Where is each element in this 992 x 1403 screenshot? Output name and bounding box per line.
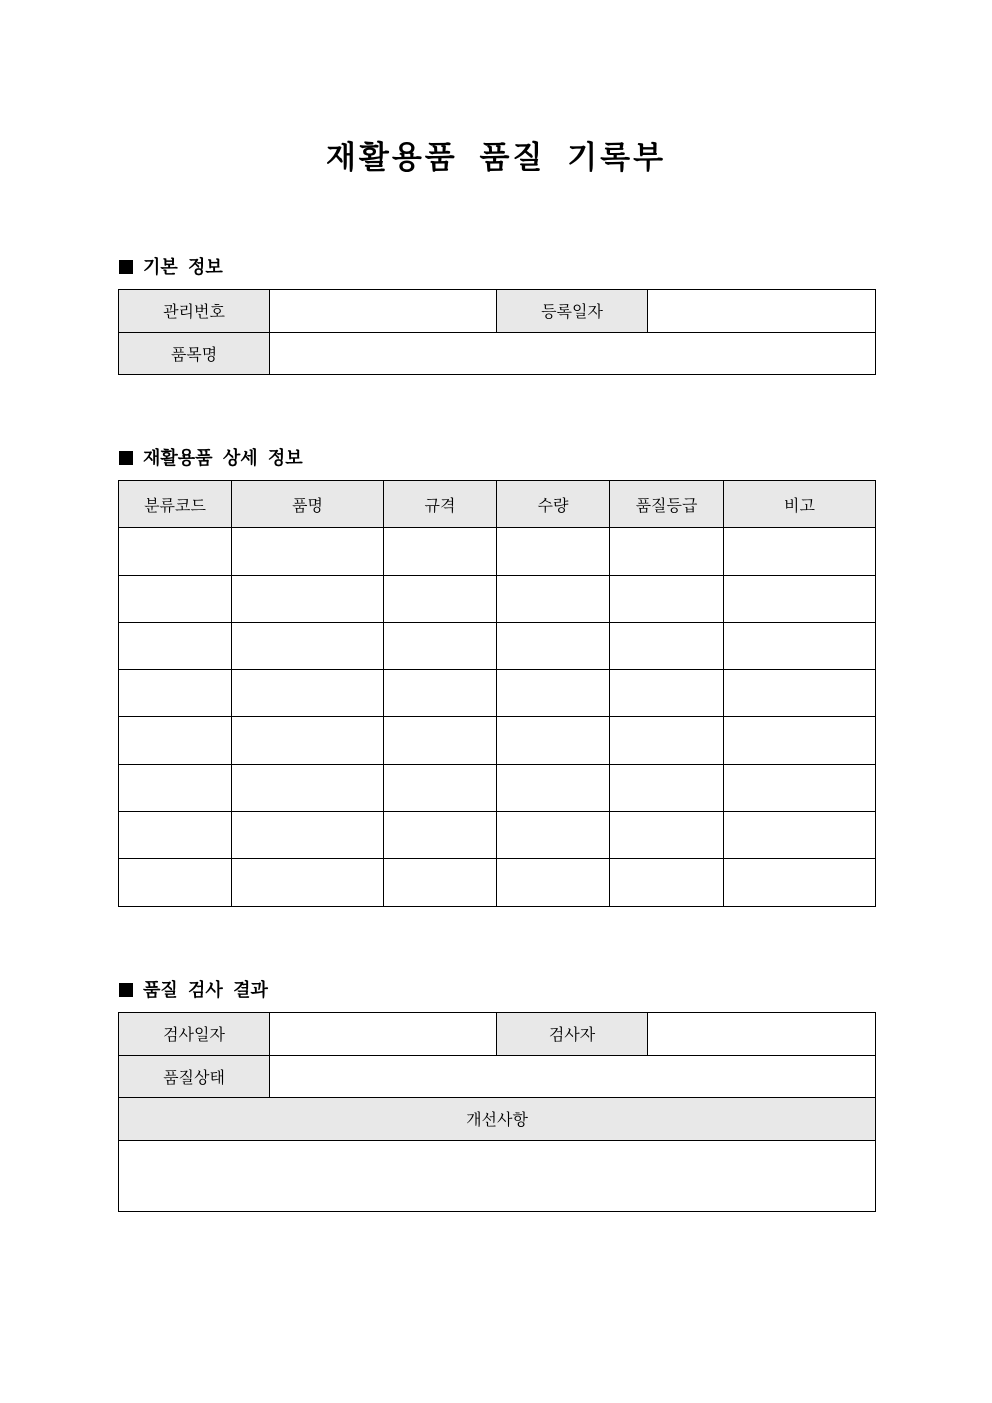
column-header-remarks: 비고 — [724, 481, 876, 528]
basic-info-table — [118, 289, 876, 375]
table-cell[interactable] — [119, 812, 232, 859]
table-cell[interactable] — [119, 528, 232, 575]
table-row — [119, 1098, 876, 1141]
column-header-specification: 규격 — [384, 481, 497, 528]
table-cell[interactable] — [724, 528, 876, 575]
table-cell[interactable] — [497, 575, 610, 622]
improvements-label: 개선사항 — [119, 1098, 876, 1141]
table-cell[interactable] — [384, 528, 497, 575]
page-title: 재활용품 품질 기록부 — [325, 140, 667, 176]
table-cell[interactable] — [610, 764, 724, 811]
table-row — [119, 670, 876, 717]
table-cell[interactable] — [724, 575, 876, 622]
table-cell[interactable] — [610, 859, 724, 906]
quality-status-label: 품질상태 — [119, 1055, 270, 1098]
table-row — [119, 575, 876, 622]
table-row — [119, 764, 876, 811]
table-cell[interactable] — [610, 575, 724, 622]
table-cell[interactable] — [232, 859, 384, 906]
section-heading-basic-info — [119, 253, 223, 279]
table-cell[interactable] — [497, 528, 610, 575]
table-cell[interactable] — [610, 528, 724, 575]
inspector-field[interactable] — [648, 1013, 876, 1056]
table-cell[interactable] — [497, 812, 610, 859]
table-row — [119, 290, 876, 333]
table-cell[interactable] — [119, 670, 232, 717]
table-row — [119, 859, 876, 906]
section-heading-text: 기본 정보 — [143, 257, 223, 278]
table-cell[interactable] — [610, 717, 724, 764]
table-cell[interactable] — [724, 670, 876, 717]
table-row — [119, 717, 876, 764]
management-number-label: 관리번호 — [119, 290, 270, 333]
table-cell[interactable] — [497, 764, 610, 811]
table-cell[interactable] — [384, 859, 497, 906]
registration-date-field[interactable] — [648, 290, 876, 333]
section-heading-text: 재활용품 상세 정보 — [143, 448, 303, 469]
inspection-table — [118, 1012, 876, 1212]
table-cell[interactable] — [724, 622, 876, 669]
detail-info-table — [118, 480, 876, 907]
table-cell[interactable] — [724, 764, 876, 811]
table-row — [119, 332, 876, 375]
table-row — [119, 1013, 876, 1056]
section-heading-inspection — [119, 976, 268, 1002]
table-header-row — [119, 481, 876, 528]
table-cell[interactable] — [119, 764, 232, 811]
table-cell[interactable] — [497, 717, 610, 764]
inspector-label: 검사자 — [497, 1013, 648, 1056]
table-cell[interactable] — [384, 575, 497, 622]
table-row — [119, 622, 876, 669]
table-cell[interactable] — [497, 622, 610, 669]
table-cell[interactable] — [119, 717, 232, 764]
item-name-label: 품목명 — [119, 332, 270, 375]
table-cell[interactable] — [119, 622, 232, 669]
table-cell[interactable] — [232, 670, 384, 717]
table-cell[interactable] — [232, 528, 384, 575]
table-row — [119, 1140, 876, 1211]
table-cell[interactable] — [724, 717, 876, 764]
table-cell[interactable] — [724, 812, 876, 859]
quality-status-field[interactable] — [270, 1055, 876, 1098]
table-row — [119, 528, 876, 575]
section-heading-text: 품질 검사 결과 — [143, 980, 268, 1001]
table-cell[interactable] — [497, 670, 610, 717]
table-cell[interactable] — [610, 622, 724, 669]
table-cell[interactable] — [232, 622, 384, 669]
table-row — [119, 812, 876, 859]
table-cell[interactable] — [610, 670, 724, 717]
table-cell[interactable] — [232, 812, 384, 859]
square-bullet-icon — [119, 451, 133, 465]
table-cell[interactable] — [119, 859, 232, 906]
section-heading-detail-info — [119, 444, 303, 470]
column-header-quality-grade: 품질등급 — [610, 481, 724, 528]
table-cell[interactable] — [724, 859, 876, 906]
column-header-quantity: 수량 — [497, 481, 610, 528]
table-cell[interactable] — [384, 670, 497, 717]
table-cell[interactable] — [384, 812, 497, 859]
improvements-field[interactable] — [119, 1140, 876, 1211]
column-header-category-code: 분류코드 — [119, 481, 232, 528]
table-cell[interactable] — [119, 575, 232, 622]
square-bullet-icon — [119, 260, 133, 274]
table-cell[interactable] — [384, 622, 497, 669]
table-cell[interactable] — [232, 717, 384, 764]
inspection-date-label: 검사일자 — [119, 1013, 270, 1056]
management-number-field[interactable] — [270, 290, 497, 333]
inspection-date-field[interactable] — [270, 1013, 497, 1056]
table-cell[interactable] — [384, 717, 497, 764]
table-cell[interactable] — [232, 575, 384, 622]
table-cell[interactable] — [232, 764, 384, 811]
table-cell[interactable] — [384, 764, 497, 811]
item-name-field[interactable] — [270, 332, 876, 375]
square-bullet-icon — [119, 983, 133, 997]
table-cell[interactable] — [497, 859, 610, 906]
table-cell[interactable] — [610, 812, 724, 859]
column-header-item-name: 품명 — [232, 481, 384, 528]
registration-date-label: 등록일자 — [497, 290, 648, 333]
table-row — [119, 1055, 876, 1098]
